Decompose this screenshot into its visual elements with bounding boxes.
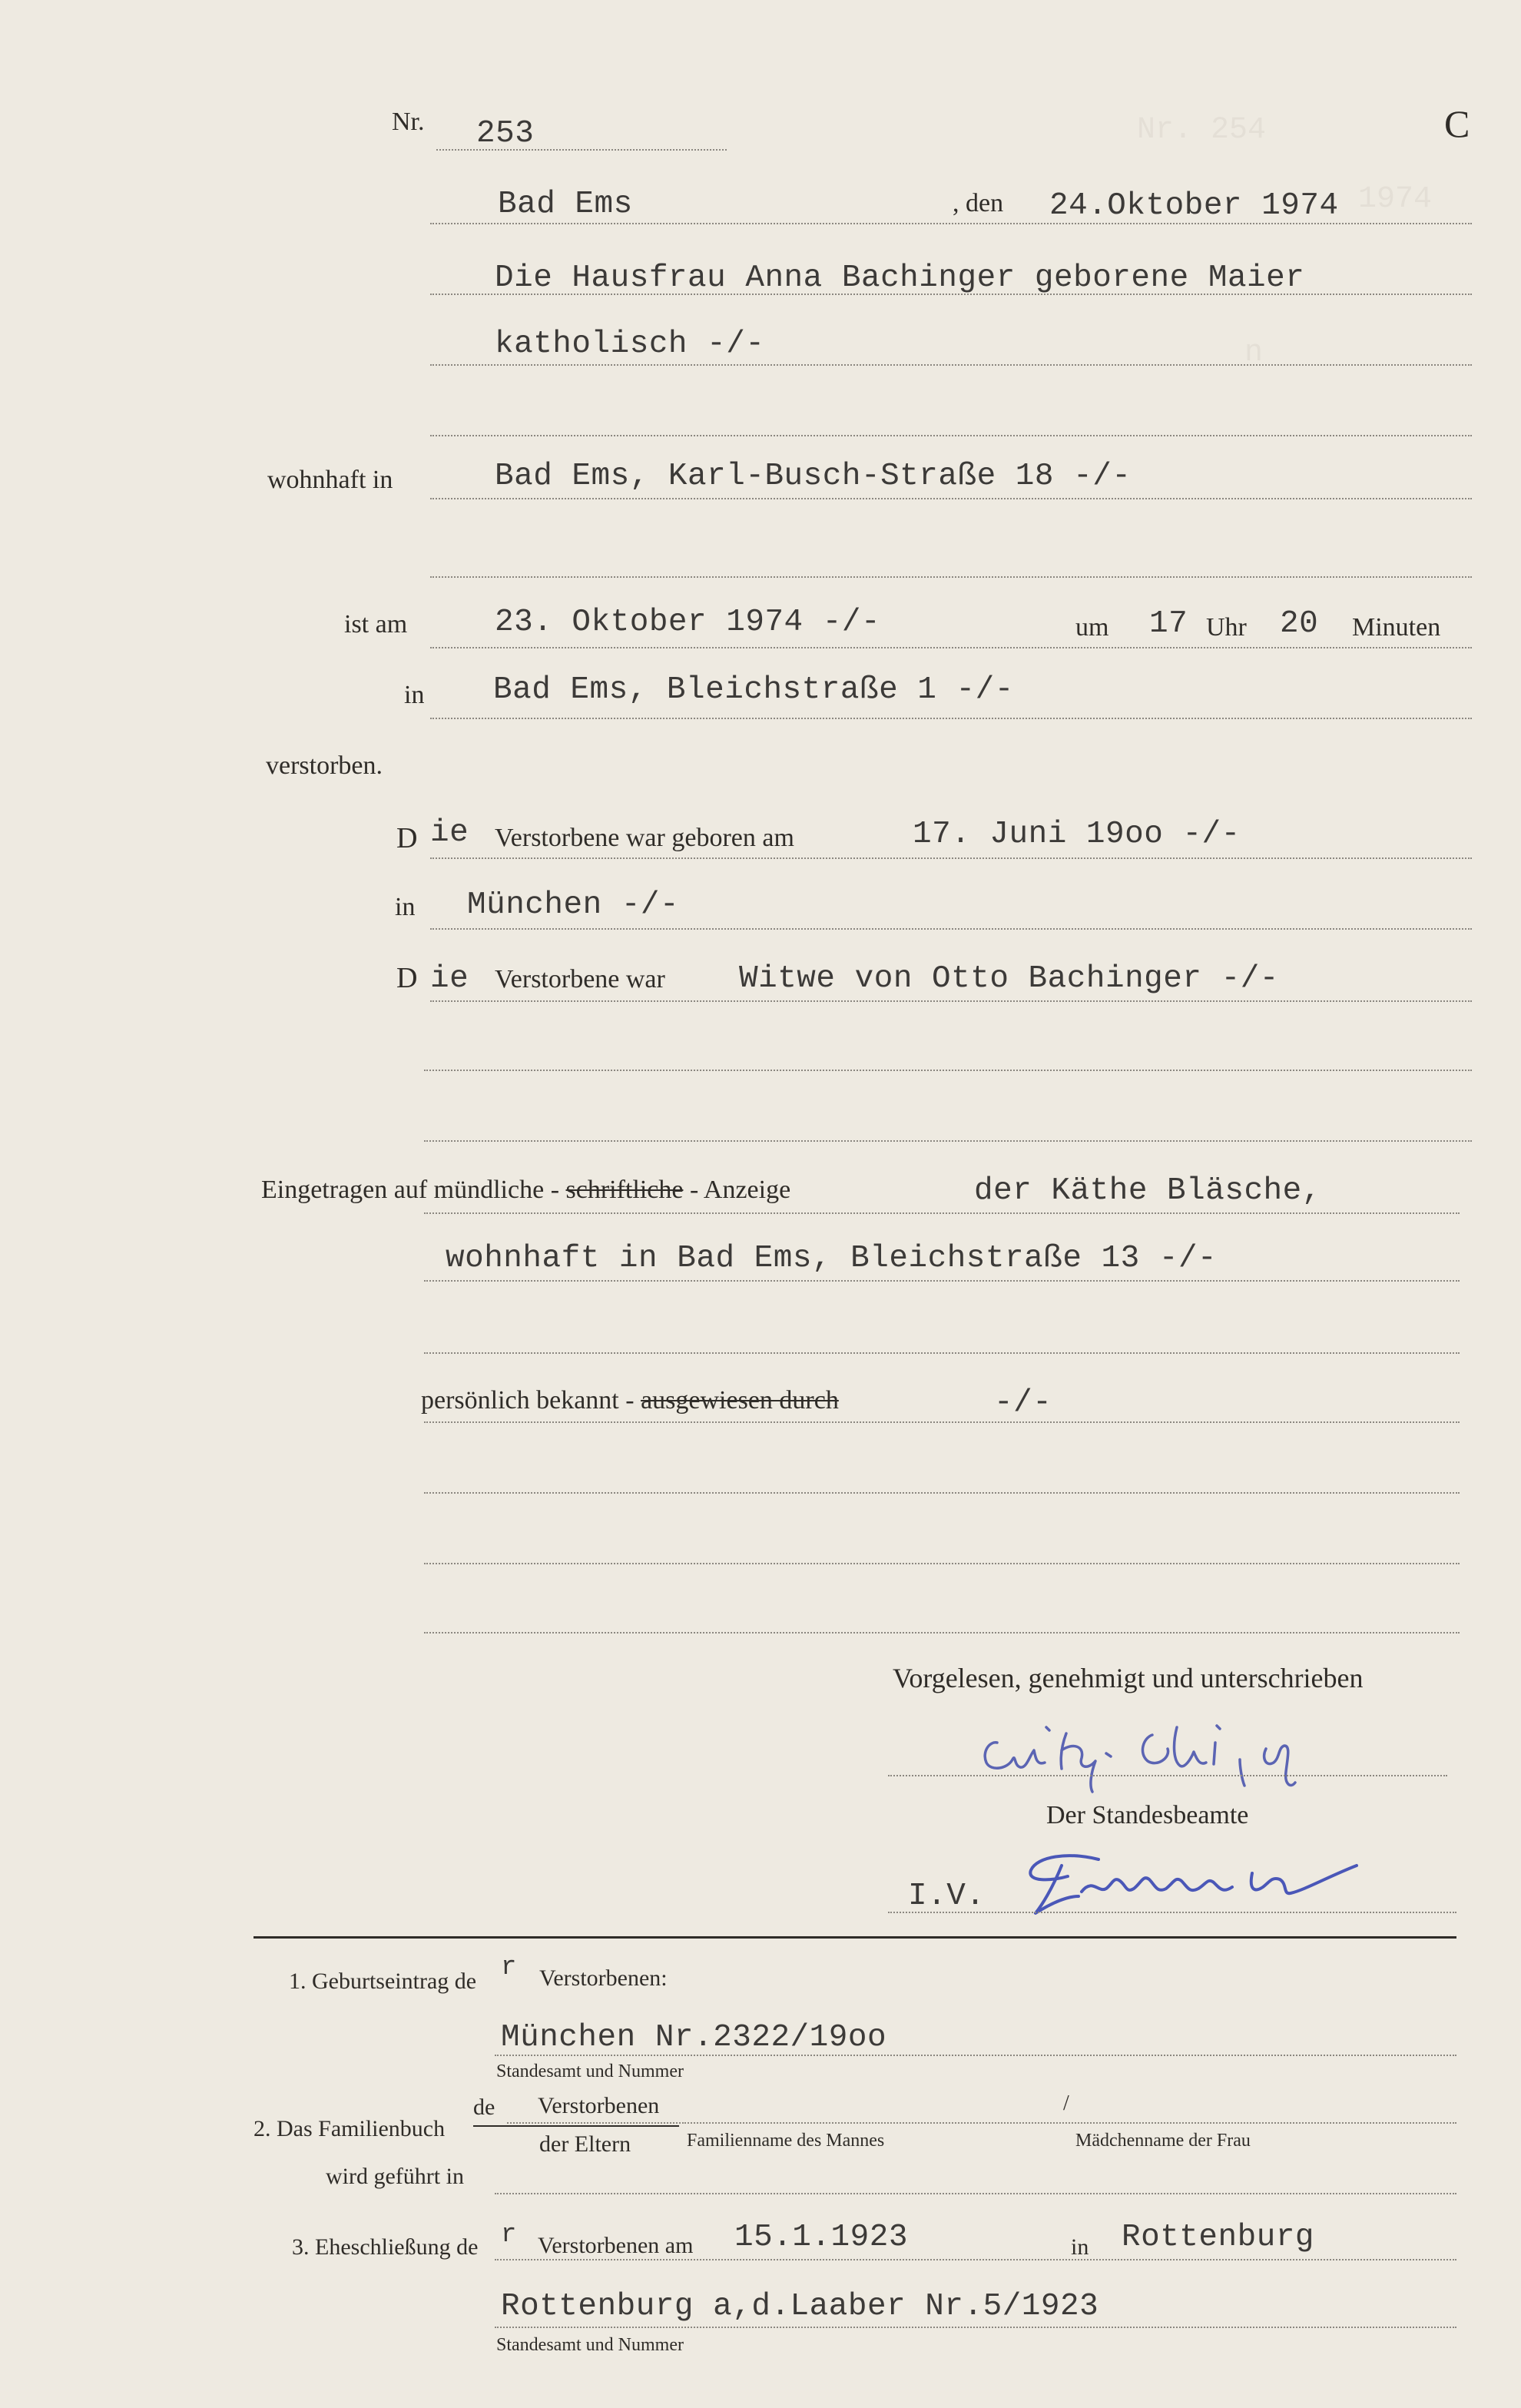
blank-line — [430, 435, 1472, 436]
death-date: 23. Oktober 1974 -/- — [495, 605, 881, 640]
birth-date: 17. Juni 19oo -/- — [913, 817, 1241, 852]
blank-line — [424, 1352, 1460, 1354]
bleed-through-text: n — [1244, 336, 1264, 370]
informant-address-line — [424, 1280, 1460, 1282]
official-signature-line — [888, 1912, 1456, 1913]
official-label: Der Standesbeamte — [1046, 1801, 1249, 1829]
registration-label-a: Eingetragen auf mündliche - — [261, 1176, 560, 1204]
marital-status: Witwe von Otto Bachinger -/- — [739, 961, 1279, 997]
birth-entry-suffix: r — [501, 1953, 517, 1982]
death-in-label: in — [404, 681, 425, 709]
marriage-label-b: Verstorbenen am — [538, 2233, 694, 2258]
familienbuch-place-line — [495, 2193, 1456, 2194]
marriage-line — [495, 2259, 1456, 2260]
death-date-line — [430, 647, 1472, 648]
religion-line — [430, 364, 1472, 366]
informant-line — [424, 1212, 1460, 1214]
marriage-registry-value: Rottenburg a,d.Laaber Nr.5/1923 — [501, 2289, 1099, 2324]
blank-line — [424, 1492, 1460, 1494]
informant-signature — [976, 1712, 1444, 1796]
birth-entry-caption: Standesamt und Nummer — [496, 2061, 684, 2081]
birth-in-label: in — [395, 893, 416, 921]
blank-line — [424, 1140, 1472, 1142]
familienbuch-label: 2. Das Familienbuch — [254, 2116, 446, 2141]
uhr-label: Uhr — [1206, 613, 1247, 642]
familienbuch-de: de — [473, 2095, 495, 2120]
death-minutes: 20 — [1280, 606, 1319, 642]
date-line — [430, 223, 1472, 224]
bleed-through-text: Nr. 254 — [1137, 113, 1267, 148]
nr-label: Nr. — [392, 108, 425, 136]
deceased-residence: Bad Ems, Karl-Busch-Straße 18 -/- — [495, 459, 1132, 494]
birth-entry-label-b: Verstorbenen: — [539, 1965, 668, 1991]
registry-place: Bad Ems — [498, 187, 633, 222]
death-hour: 17 — [1149, 606, 1188, 642]
verstorben-label: verstorben. — [266, 751, 383, 780]
birth-label: Verstorbene war geboren am — [495, 824, 794, 852]
familienbuch-option-deceased: Verstorbenen — [538, 2093, 660, 2118]
bekannt-line — [424, 1421, 1460, 1423]
birth-entry-label: 1. Geburtseintrag de — [289, 1969, 477, 1994]
blank-line — [430, 576, 1472, 578]
death-place: Bad Ems, Bleichstraße 1 -/- — [493, 672, 1014, 708]
marriage-label: 3. Eheschließung de — [292, 2234, 479, 2260]
birth-date-line — [430, 857, 1472, 859]
registry-date: 24.Oktober 1974 — [1049, 188, 1339, 224]
section-separator — [254, 1936, 1456, 1939]
birth-ie-suffix: ie — [430, 815, 469, 851]
marital-ie-suffix: ie — [430, 961, 469, 997]
wohnhaft-label: wohnhaft in — [267, 466, 393, 494]
residence-line — [430, 498, 1472, 499]
birth-d-prefix: D — [396, 822, 418, 854]
informant-name: der Käthe Bläsche, — [974, 1173, 1321, 1209]
informant-signature-line — [888, 1775, 1447, 1776]
ist-am-label: ist am — [344, 610, 408, 638]
name-line — [430, 294, 1472, 295]
bekannt-struck-option: ausgewiesen durch — [641, 1386, 839, 1415]
birth-entry-line — [495, 2055, 1456, 2056]
marriage-registry-caption: Standesamt und Nummer — [496, 2335, 684, 2355]
wife-name-caption: Mädchenname der Frau — [1075, 2131, 1251, 2151]
registration-struck-option: schriftliche — [565, 1176, 684, 1204]
entry-number-line — [436, 149, 727, 151]
familienbuch-name-line — [682, 2122, 1456, 2124]
marital-label: Verstorbene war — [495, 965, 665, 993]
bleed-through-text: - 1974 — [1321, 182, 1433, 217]
approved-text: Vorgelesen, genehmigt und unterschrieben — [893, 1663, 1364, 1693]
marriage-in-label: in — [1071, 2234, 1089, 2260]
registration-label-b: - Anzeige — [689, 1176, 791, 1204]
bekannt-value: -/- — [994, 1385, 1052, 1421]
death-place-line — [430, 718, 1472, 719]
birth-entry-value: München Nr.2322/19oo — [501, 2020, 887, 2055]
deceased-name: Die Hausfrau Anna Bachinger geborene Maier — [495, 260, 1305, 296]
um-label: um — [1075, 613, 1109, 642]
marriage-date: 15.1.1923 — [734, 2220, 908, 2255]
informant-address: wohnhaft in Bad Ems, Bleichstraße 13 -/- — [446, 1241, 1218, 1276]
birth-place: München -/- — [467, 887, 680, 923]
familienbuch-slash: / — [1063, 2091, 1069, 2115]
blank-line — [424, 1070, 1472, 1071]
familienbuch-label-b: wird geführt in — [326, 2164, 464, 2189]
official-signature — [1022, 1842, 1406, 1927]
marital-d-prefix: D — [396, 962, 418, 994]
iv-label: I.V. — [908, 1879, 986, 1914]
registration-label — [261, 1177, 790, 1203]
deceased-religion: katholisch -/- — [495, 327, 765, 362]
minuten-label: Minuten — [1352, 613, 1441, 642]
marriage-registry-line — [495, 2327, 1456, 2328]
den-label: , den — [953, 189, 1004, 217]
familienbuch-option-line — [507, 2122, 681, 2124]
bekannt-label-a: persönlich bekannt - — [421, 1386, 635, 1415]
familienbuch-option-rule — [473, 2125, 679, 2127]
familienbuch-option-parents: der Eltern — [539, 2131, 631, 2157]
entry-number: 253 — [476, 116, 535, 151]
corner-letter: C — [1444, 102, 1470, 145]
marriage-suffix: r — [501, 2221, 517, 2250]
birth-place-line — [430, 928, 1472, 930]
blank-line — [424, 1632, 1460, 1634]
bekannt-label — [421, 1388, 839, 1414]
husband-name-caption: Familienname des Mannes — [687, 2131, 885, 2151]
blank-line — [424, 1563, 1460, 1564]
marriage-place: Rottenburg — [1122, 2220, 1315, 2255]
marital-line — [430, 1000, 1472, 1002]
